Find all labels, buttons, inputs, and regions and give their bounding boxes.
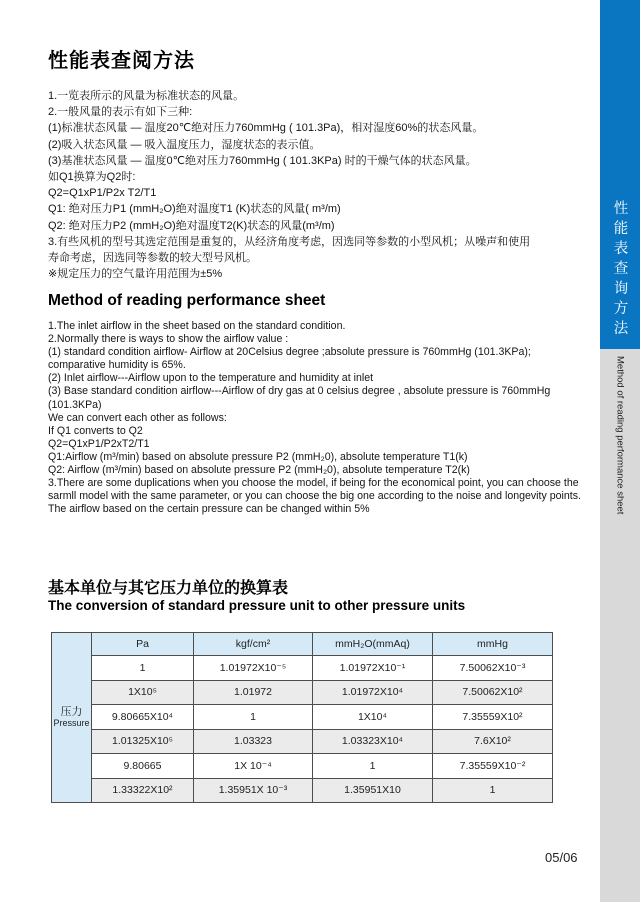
table-cell: 1.03323 — [194, 729, 313, 754]
table-cell: 1X10⁴ — [313, 705, 433, 730]
sidebar-tab-performance-sheet-en — [600, 349, 640, 902]
text-line: (2)吸入状态风量 — 吸入温度压力，湿度状态的表示值。 — [48, 138, 321, 151]
table-cell: 1.01972X10⁴ — [313, 680, 433, 705]
sidebar-tab-en-label: Method of reading performance sheet — [614, 356, 626, 515]
table-cell: 1.35951X10 — [313, 778, 433, 803]
table-cell: 7.50062X10² — [433, 680, 553, 705]
row-header-en: Pressure — [53, 718, 90, 728]
text-line: Q2: Airflow (m³/min) based on absolute pressure P2 (mmH₂0), absolute temperature T2(k) — [48, 464, 470, 477]
page-number: 05/06 — [545, 850, 578, 865]
text-line: sarmll model with the same parameter, or you can choose the big one according to the noise and longevity points. — [48, 490, 581, 503]
text-line: 1.The inlet airflow in the sheet based on the standard condition. — [48, 320, 346, 332]
text-line: (1)标准状态风量 — 温度20℃绝对压力760mmHg ( 101.3Pa)，相对湿度60%的状态风量。 — [48, 122, 484, 135]
text-line: comparative humidity is 65%. — [48, 359, 186, 372]
conversion-table-title-en: The conversion of standard pressure unit to other pressure units — [48, 598, 466, 613]
table-cell: 1 — [313, 754, 433, 779]
table-cell: 7.35559X10⁻² — [433, 754, 553, 779]
table-cell: 7.6X10² — [433, 729, 553, 754]
text-line: (1) standard condition airflow- Airflow at 20Celsius degree ;absolute pressure is 760mmHg (101.3KPa); — [48, 346, 531, 359]
chinese-instructions — [48, 88, 583, 282]
table-cell: 1 — [433, 778, 553, 803]
text-line: (2) Inlet airflow---Airflow upon to the temperature and humidity at inlet — [48, 372, 374, 385]
text-line: We can convert each other as follows: — [48, 411, 227, 424]
text-line: If Q1 converts to Q2 — [48, 424, 143, 437]
text-line: 3.有些风机的型号其选定范围是重复的，从经济角度考虑，因选同等参数的小型风机；从噪声和使用 — [48, 235, 531, 248]
text-line: 寿命考虑，因选同等参数的较大型号风机。 — [48, 252, 257, 265]
english-section-title: Method of reading performance sheet — [48, 292, 326, 309]
text-line: Q2: 绝对压力P2 (mmH₂O)绝对温度T2(K)状态的风量(m³/m) — [48, 219, 335, 232]
table-row — [52, 656, 553, 681]
table-cell: 1X 10⁻⁴ — [194, 754, 313, 779]
table-header-row — [52, 633, 553, 656]
table-cell: 9.80665 — [92, 754, 194, 779]
conversion-table-title-zh: 基本单位与其它压力单位的换算表 — [48, 580, 289, 597]
table-row — [52, 754, 553, 779]
table-cell: 1.01972X10⁻⁵ — [194, 656, 313, 681]
table-cell: 1.01972X10⁻¹ — [313, 656, 433, 681]
table-cell: 9.80665X10⁴ — [92, 705, 194, 730]
column-header: Pa — [92, 633, 194, 656]
text-line: ※规定压力的空气量许用范围为±5% — [48, 268, 223, 281]
text-line: Q1: 绝对压力P1 (mmH₂O)绝对温度T1 (K)状态的风量( m³/m) — [48, 203, 341, 216]
table-cell: 1X10⁵ — [92, 680, 194, 705]
sidebar-tab-zh-label: 性能表查询方法 — [611, 200, 628, 340]
text-line: Q1:Airflow (m³/min) based on absolute pressure P2 (mmH₂0), absolute temperature T1(k) — [48, 450, 468, 463]
column-header: kgf/cm² — [194, 633, 313, 656]
pressure-conversion-table — [51, 632, 553, 803]
table-row — [52, 729, 553, 754]
text-line: The airflow based on the certain pressure can be changed within 5% — [48, 503, 370, 516]
table-cell: 1.35951X 10⁻³ — [194, 778, 313, 803]
text-line: 如Q1换算为Q2时: — [48, 171, 136, 184]
sidebar-tab-performance-sheet-zh — [600, 0, 640, 349]
column-header: mmH₂O(mmAq) — [313, 633, 433, 656]
table-row — [52, 778, 553, 803]
table-cell: 1 — [92, 656, 194, 681]
text-line: 2.一般风量的表示有如下三种: — [48, 106, 193, 119]
table-cell: 7.50062X10⁻³ — [433, 656, 553, 681]
row-header-zh: 压力 — [60, 706, 83, 718]
table-cell: 1.01972 — [194, 680, 313, 705]
table-cell: 1.03323X10⁴ — [313, 729, 433, 754]
column-header: mmHg — [433, 633, 553, 656]
text-line: (3) Base standard condition airflow---Airflow of dry gas at 0 celsius degree , absolute pressure is 760mmHg (101.3KPa) — [48, 385, 551, 411]
table-cell: 1.01325X10⁵ — [92, 729, 194, 754]
english-instructions — [48, 320, 596, 516]
table-cell: 1 — [194, 705, 313, 730]
table-cell: 7.35559X10² — [433, 705, 553, 730]
row-header-pressure — [52, 633, 92, 803]
page-title: 性能表查阅方法 — [48, 50, 195, 72]
text-line: Q2=Q1xP1/P2xT2/T1 — [48, 437, 150, 450]
text-line: Q2=Q1xP1/P2x T2/T1 — [48, 187, 157, 200]
table-cell: 1.33322X10² — [92, 778, 194, 803]
text-line: 1.一览表所示的风量为标准状态的风量。 — [48, 90, 245, 102]
text-line: (3)基准状态风量 — 温度0℃绝对压力760mmHg ( 101.3KPa) 时的干燥气体的状态风量。 — [48, 154, 477, 167]
text-line: 3.There are some duplications when you choose the model, if being for the economical point, you can choose the — [48, 477, 579, 490]
text-line: 2.Normally there is ways to show the airflow value : — [48, 333, 289, 346]
table-row — [52, 705, 553, 730]
table-row — [52, 680, 553, 705]
